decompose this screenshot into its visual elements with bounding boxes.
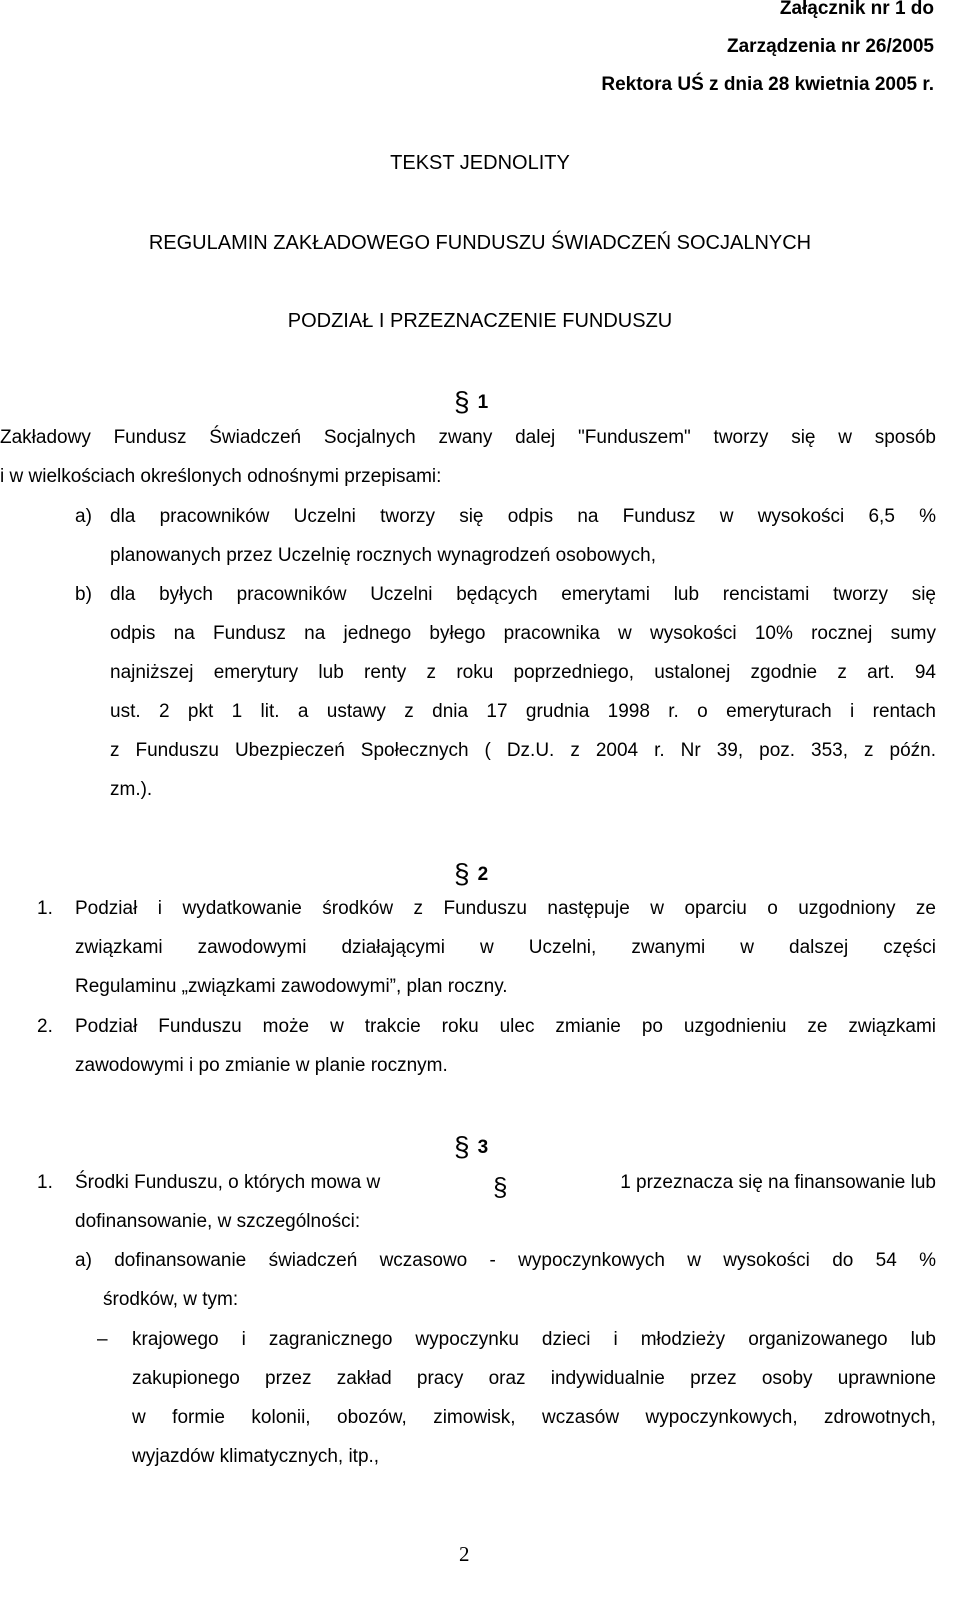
- section-3-a-line-2: środków, w tym:: [103, 1289, 239, 1310]
- section-1-b-line-6: zm.).: [110, 779, 153, 800]
- section-1-intro-line-1: Zakładowy Fundusz Świadczeń Socjalnych zwany dalej "Funduszem" tworzy się w sposób: [0, 427, 936, 448]
- section-3-dash-line-4: wyjazdów klimatycznych, itp.,: [132, 1446, 380, 1467]
- section-3-p1-line-2: dofinansowanie, w szczególności:: [75, 1211, 361, 1232]
- header-line-1: Załącznik nr 1 do: [779, 0, 934, 19]
- section-3-p1-marker: 1.: [37, 1172, 53, 1193]
- header-line-2: Zarządzenia nr 26/2005: [727, 36, 934, 57]
- section-3-p1-line-1-part-a: Środki Funduszu, o których mowa w: [75, 1172, 381, 1193]
- section-2-p1-marker: 1.: [37, 898, 53, 919]
- section-3-a-line-1: a) dofinansowanie świadczeń wczasowo - wypoczynkowych w wysokości do 54 %: [75, 1250, 936, 1271]
- section-2-p1-line-2: związkami zawodowymi działającymi w Uczelni, zwanymi w dalszej części: [75, 937, 936, 958]
- section-1-heading: [454, 386, 488, 418]
- section-1-b-line-5: z Funduszu Ubezpieczeń Społecznych ( Dz.U. z 2004 r. Nr 39, poz. 353, z późn.: [110, 740, 936, 761]
- section-3-p1-line-1-part-b: 1 przeznacza się na finansowanie lub: [620, 1172, 936, 1193]
- title-podzial: PODZIAŁ I PRZEZNACZENIE FUNDUSZU: [287, 310, 673, 332]
- section-2-p2-line-2: zawodowymi i po zmianie w planie rocznym.: [75, 1055, 448, 1076]
- section-number: 2: [477, 864, 489, 885]
- section-1-a-marker: a): [75, 506, 92, 527]
- section-sign-inline: §: [492, 1172, 508, 1202]
- section-sign: §: [454, 1131, 470, 1162]
- section-2-heading: [454, 858, 488, 890]
- section-3-heading: [454, 1131, 488, 1163]
- section-1-b-line-4: ust. 2 pkt 1 lit. a ustawy z dnia 17 grudnia 1998 r. o emeryturach i rentach: [110, 701, 936, 722]
- section-1-b-line-1: dla byłych pracowników Uczelni będących emerytami lub rencistami tworzy się: [110, 584, 936, 605]
- section-number: 1: [477, 392, 489, 413]
- section-1-a-line-1: dla pracowników Uczelni tworzy się odpis na Fundusz w wysokości 6,5 %: [110, 506, 936, 527]
- section-2-p1-line-1: Podział i wydatkowanie środków z Funduszu następuje w oparciu o uzgodniony ze: [75, 898, 936, 919]
- dash-bullet: –: [97, 1329, 108, 1350]
- section-sign: §: [454, 386, 470, 417]
- section-sign: §: [454, 858, 470, 889]
- section-2-p2-line-1: Podział Funduszu może w trakcie roku ulec zmianie po uzgodnieniu ze związkami: [75, 1016, 936, 1037]
- section-3-dash-line-3: w formie kolonii, obozów, zimowisk, wczasów wypoczynkowych, zdrowotnych,: [132, 1407, 936, 1428]
- page-number: 2: [459, 1542, 470, 1566]
- section-2-p2-marker: 2.: [37, 1016, 53, 1037]
- header-line-3: Rektora UŚ z dnia 28 kwietnia 2005 r.: [601, 74, 934, 95]
- section-3-dash-line-2: zakupionego przez zakład pracy oraz indywidualnie przez osoby uprawnione: [132, 1368, 936, 1389]
- title-regulamin: REGULAMIN ZAKŁADOWEGO FUNDUSZU ŚWIADCZEŃ SOCJALNYCH: [148, 232, 812, 254]
- section-1-b-line-2: odpis na Fundusz na jednego byłego pracownika w wysokości 10% rocznej sumy: [110, 623, 936, 644]
- section-3-p1-line-1: [75, 1172, 936, 1203]
- section-3-dash-line-1: krajowego i zagranicznego wypoczynku dzieci i młodzieży organizowanego lub: [132, 1329, 936, 1350]
- section-1-b-line-3: najniższej emerytury lub renty z roku poprzedniego, ustalonej zgodnie z art. 94: [110, 662, 936, 683]
- section-1-b-marker: b): [75, 584, 92, 605]
- title-tekst-jednolity: TEKST JEDNOLITY: [390, 152, 570, 174]
- section-number: 3: [477, 1137, 489, 1158]
- section-2-p1-line-3: Regulaminu „związkami zawodowymi”, plan roczny.: [75, 976, 508, 997]
- section-1-intro-line-2: i w wielkościach określonych odnośnymi przepisami:: [0, 466, 442, 487]
- section-1-a-line-2: planowanych przez Uczelnię rocznych wynagrodzeń osobowych,: [110, 545, 657, 566]
